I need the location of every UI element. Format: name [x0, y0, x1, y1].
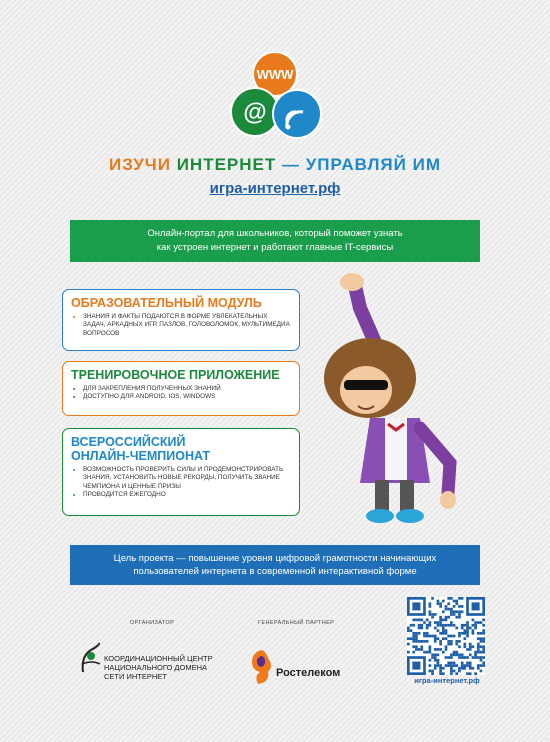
www-label: WWW	[256, 67, 294, 82]
card-title-line2: ОНЛАЙН-ЧЕМПИОНАТ	[71, 449, 211, 463]
headline-part1: ИЗУЧИ	[109, 155, 171, 174]
card-item: • ВОЗМОЖНОСТЬ ПРОВЕРИТЬ СИЛЫ И ПРОДЕМОНСТРИРОВАТЬ ЗНАНИЯ, УСТАНОВИТЬ НОВЫЕ РЕКОРДЫ, ПОЛУЧИТЬ ЗВАНИЕ ЧЕМПИОНА И ЦЕННЫЕ ПРИЗЫ	[83, 466, 291, 491]
card-title-line1: ВСЕРОССИЙСКИЙ	[71, 435, 186, 449]
headline-part4: ИМ	[412, 155, 441, 174]
organizer-name-line1: КООРДИНАЦИОННЫЙ ЦЕНТР	[104, 654, 213, 663]
organizer-logo-icon	[80, 642, 102, 674]
character-illustration	[300, 268, 480, 530]
intro-banner	[70, 220, 480, 262]
card-item: • ПРОВОДИТСЯ ЕЖЕГОДНО	[83, 491, 291, 499]
headline	[0, 155, 550, 175]
card-item: • ЗНАНИЯ И ФАКТЫ ПОДАЮТСЯ В ФОРМЕ УВЛЕКАТЕЛЬНЫХ ЗАДАЧ, АРКАДНЫХ ИГР, ПАЗЛОВ, ГОЛОВОЛОМОК, МУЛЬТИМЕДИА ВОПРОСОВ	[83, 313, 291, 338]
intro-line-1: Онлайн-портал для школьников, который поможет узнать	[147, 228, 403, 239]
partner-name: Ростелеком	[276, 667, 341, 679]
qr-url-link[interactable]: игра-интернет.рф	[414, 676, 480, 685]
organizer-label: ОРГАНИЗАТОР	[130, 620, 175, 626]
headline-part2: ИНТЕРНЕТ	[176, 155, 277, 174]
svg-text:@: @	[243, 99, 267, 126]
card-item: • ДОСТУПНО ДЛЯ ANDROID, IOS, WINDOWS	[83, 393, 291, 401]
goal-banner	[70, 545, 480, 585]
headline-part3: — УПРАВЛЯЙ	[282, 155, 407, 174]
intro-line-2: как устроен интернет и работают главные IT-сервисы	[156, 242, 394, 253]
card-title	[71, 435, 291, 463]
card-training-app	[62, 361, 300, 416]
goal-line-2: пользователей интернета в современной интерактивной форме	[133, 566, 417, 577]
qr-code[interactable]	[407, 597, 485, 675]
organizer-name-line2: НАЦИОНАЛЬНОГО ДОМЕНА	[104, 663, 208, 672]
goal-line-1: Цель проекта — повышение уровня цифровой грамотности начинающих	[113, 553, 437, 564]
partner-label: ГЕНЕРАЛЬНЫЙ ПАРТНЕР	[258, 620, 335, 626]
rostelecom-logo-icon	[248, 648, 272, 686]
card-education-module	[62, 289, 300, 351]
www-logo	[225, 52, 325, 152]
card-title: ТРЕНИРОВОЧНОЕ ПРИЛОЖЕНИЕ	[71, 368, 280, 382]
site-link[interactable]: игра-интернет.рф	[209, 180, 341, 197]
card-championship	[62, 428, 300, 516]
card-title: ОБРАЗОВАТЕЛЬНЫЙ МОДУЛЬ	[71, 296, 262, 310]
organizer-name	[104, 654, 213, 681]
card-item: • ДЛЯ ЗАКРЕПЛЕНИЯ ПОЛУЧЕННЫХ ЗНАНИЙ	[83, 385, 291, 393]
organizer-name-line3: СЕТИ ИНТЕРНЕТ	[104, 672, 167, 681]
